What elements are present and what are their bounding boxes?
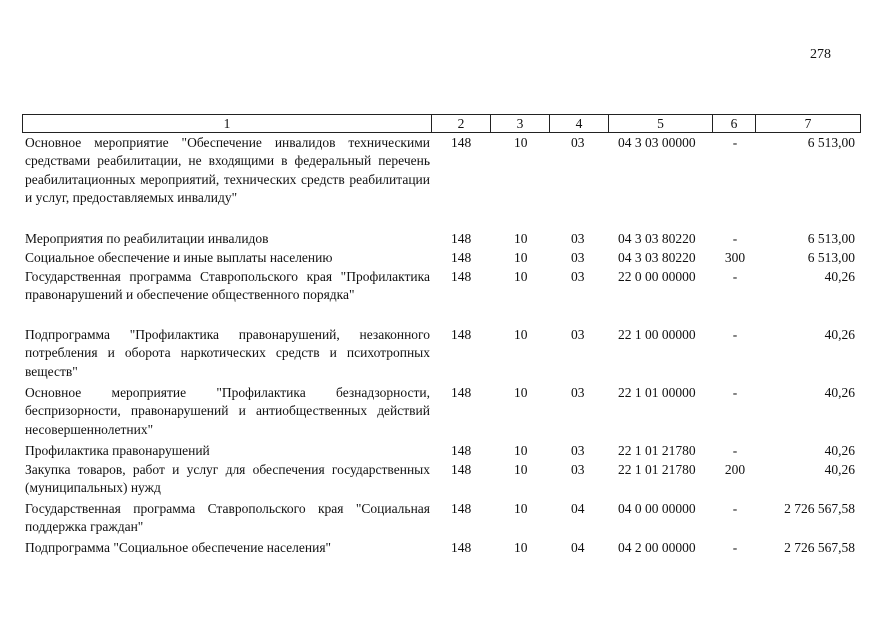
cell-col-5: 22 1 00 00000 bbox=[618, 327, 696, 342]
cell-col-6: - bbox=[732, 231, 738, 246]
row-description: Профилактика правонарушений bbox=[25, 443, 210, 458]
cell-col-3: 10 bbox=[514, 269, 528, 284]
cell-col-5: 22 1 01 21780 bbox=[618, 462, 696, 477]
cell-col-3: 10 bbox=[514, 231, 528, 246]
cell-col-6: - bbox=[732, 443, 738, 458]
cell-col-6: - bbox=[732, 269, 738, 284]
row-description: Основное мероприятие "Обеспечение инвалидов техническими средствами реабилитации, не входящими в федеральный перечень реабилитационных мероприятий, технических средств реабилитации и услуг, предоставляемых инвалиду" bbox=[25, 135, 430, 206]
cell-col-4: 03 bbox=[571, 385, 585, 400]
cell-col-7: 40,26 bbox=[824, 385, 855, 400]
cell-col-5: 04 3 03 80220 bbox=[618, 231, 696, 246]
cell-col-2: 148 bbox=[451, 462, 472, 477]
cell-col-2: 148 bbox=[451, 269, 472, 284]
cell-col-5: 04 0 00 00000 bbox=[618, 501, 696, 516]
cell-col-5: 22 1 01 21780 bbox=[618, 443, 696, 458]
row-description: Закупка товаров, работ и услуг для обеспечения государственных (муниципальных) нужд bbox=[25, 462, 430, 496]
cell-col-4: 03 bbox=[571, 443, 585, 458]
cell-col-2: 148 bbox=[451, 501, 472, 516]
cell-col-6: - bbox=[732, 540, 738, 555]
cell-col-2: 148 bbox=[451, 327, 472, 342]
cell-col-3: 10 bbox=[514, 250, 528, 265]
header-col-6: 6 bbox=[712, 114, 756, 133]
cell-col-7: 40,26 bbox=[824, 327, 855, 342]
cell-col-7: 6 513,00 bbox=[807, 135, 855, 150]
cell-col-2: 148 bbox=[451, 540, 472, 555]
cell-col-5: 22 0 00 00000 bbox=[618, 269, 696, 284]
cell-col-3: 10 bbox=[514, 540, 528, 555]
cell-col-3: 10 bbox=[514, 327, 528, 342]
cell-col-7: 6 513,00 bbox=[807, 231, 855, 246]
row-description: Социальное обеспечение и иные выплаты населению bbox=[25, 250, 333, 265]
row-description: Подпрограмма "Профилактика правонарушений, незаконного потребления и оборота наркотических средств и психотропных веществ" bbox=[25, 327, 430, 379]
header-col-3: 3 bbox=[490, 114, 550, 133]
cell-col-5: 04 2 00 00000 bbox=[618, 540, 696, 555]
cell-col-7: 6 513,00 bbox=[807, 250, 855, 265]
cell-col-4: 03 bbox=[571, 231, 585, 246]
page-number: 278 bbox=[810, 47, 831, 62]
cell-col-2: 148 bbox=[451, 443, 472, 458]
cell-col-7: 40,26 bbox=[824, 462, 855, 477]
cell-col-5: 04 3 03 00000 bbox=[618, 135, 696, 150]
header-col-4: 4 bbox=[549, 114, 609, 133]
cell-col-7: 2 726 567,58 bbox=[784, 540, 855, 555]
cell-col-4: 03 bbox=[571, 250, 585, 265]
cell-col-3: 10 bbox=[514, 443, 528, 458]
cell-col-7: 2 726 567,58 bbox=[784, 501, 855, 516]
cell-col-4: 03 bbox=[571, 327, 585, 342]
row-description: Государственная программа Ставропольского края "Профилактика правонарушений и обеспечение общественного порядка" bbox=[25, 269, 430, 303]
header-col-7: 7 bbox=[755, 114, 861, 133]
row-description: Основное мероприятие "Профилактика безнадзорности, беспризорности, правонарушений и антиобщественных действий несовершеннолетних" bbox=[25, 385, 430, 437]
cell-col-6: - bbox=[732, 501, 738, 516]
cell-col-4: 04 bbox=[571, 540, 585, 555]
cell-col-2: 148 bbox=[451, 250, 472, 265]
cell-col-6: - bbox=[732, 135, 738, 150]
cell-col-6: 200 bbox=[724, 462, 746, 477]
row-description: Государственная программа Ставропольского края "Социальная поддержка граждан" bbox=[25, 501, 430, 535]
header-col-2: 2 bbox=[431, 114, 491, 133]
cell-col-2: 148 bbox=[451, 231, 472, 246]
header-col-5: 5 bbox=[608, 114, 713, 133]
row-description: Подпрограмма "Социальное обеспечение населения" bbox=[25, 540, 332, 555]
cell-col-6: - bbox=[732, 327, 738, 342]
cell-col-2: 148 bbox=[451, 385, 472, 400]
cell-col-4: 04 bbox=[571, 501, 585, 516]
cell-col-4: 03 bbox=[571, 269, 585, 284]
cell-col-3: 10 bbox=[514, 385, 528, 400]
cell-col-7: 40,26 bbox=[824, 443, 855, 458]
table-header bbox=[22, 114, 860, 133]
cell-col-3: 10 bbox=[514, 501, 528, 516]
cell-col-7: 40,26 bbox=[824, 269, 855, 284]
cell-col-2: 148 bbox=[451, 135, 472, 150]
cell-col-6: - bbox=[732, 385, 738, 400]
cell-col-5: 04 3 03 80220 bbox=[618, 250, 696, 265]
cell-col-4: 03 bbox=[571, 462, 585, 477]
cell-col-6: 300 bbox=[724, 250, 746, 265]
header-col-1: 1 bbox=[22, 114, 432, 133]
cell-col-3: 10 bbox=[514, 462, 528, 477]
row-description: Мероприятия по реабилитации инвалидов bbox=[25, 231, 269, 246]
cell-col-5: 22 1 01 00000 bbox=[618, 385, 696, 400]
cell-col-3: 10 bbox=[514, 135, 528, 150]
cell-col-4: 03 bbox=[571, 135, 585, 150]
